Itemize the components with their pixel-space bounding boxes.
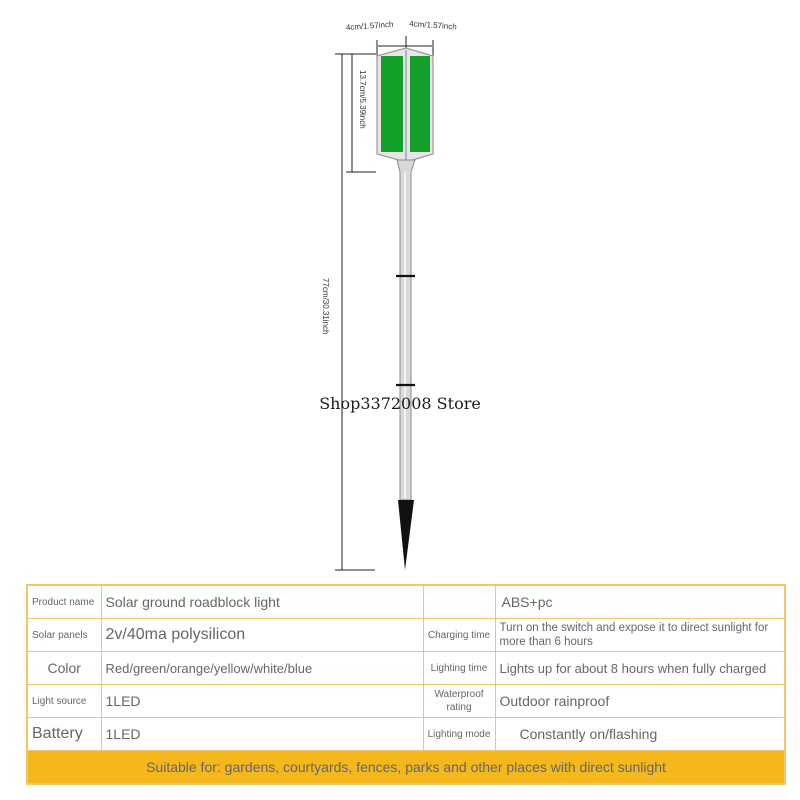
waterproof-label: Waterproof rating (423, 685, 495, 718)
pole (396, 160, 415, 500)
lighting-mode-value: Constantly on/flashing (495, 718, 785, 751)
table-row (27, 619, 785, 652)
charging-time-value: Turn on the switch and expose it to direct sunlight for more than 6 hours (495, 619, 785, 652)
suitable-for-banner: Suitable for: gardens, courtyards, fences, parks and other places with direct sunlight (27, 751, 785, 785)
table-row (27, 718, 785, 751)
lamp-head (377, 48, 433, 162)
light-source-value: 1LED (101, 685, 423, 718)
lighting-mode-label: Lighting mode (423, 718, 495, 751)
table-row (27, 652, 785, 685)
material-label-empty (423, 585, 495, 619)
spec-table (26, 584, 786, 785)
total-height-label: 77cm/30.31inch (321, 278, 330, 335)
battery-value: 1LED (101, 718, 423, 751)
total-height-dimension (335, 54, 375, 570)
battery-label: Battery (27, 718, 101, 751)
lighting-time-value: Lights up for about 8 hours when fully charged (495, 652, 785, 685)
store-watermark: Shop3372008 Store (319, 394, 481, 413)
color-value: Red/green/orange/yellow/white/blue (101, 652, 423, 685)
width-right-label: 4cm/1.57inch (408, 19, 458, 32)
solar-panels-value: 2v/40ma polysilicon (101, 619, 423, 652)
table-row (27, 685, 785, 718)
table-footer-row (27, 751, 785, 785)
waterproof-value: Outdoor rainproof (495, 685, 785, 718)
color-label: Color (27, 652, 101, 685)
product-name-label: Product name (27, 585, 101, 619)
width-left-label: 4cm/1.57inch (345, 19, 394, 33)
solar-panel-left (381, 56, 403, 152)
lighting-time-label: Lighting time (423, 652, 495, 685)
ground-spike (398, 500, 414, 570)
product-name-value: Solar ground roadblock light (101, 585, 423, 619)
head-height-label: 13.7cm/5.39inch (358, 70, 367, 129)
solar-panel-right (410, 56, 430, 152)
light-source-label: Light source (27, 685, 101, 718)
material-value: ABS+pc (495, 585, 785, 619)
charging-time-label: Charging time (423, 619, 495, 652)
solar-panels-label: Solar panels (27, 619, 101, 652)
table-row (27, 585, 785, 619)
